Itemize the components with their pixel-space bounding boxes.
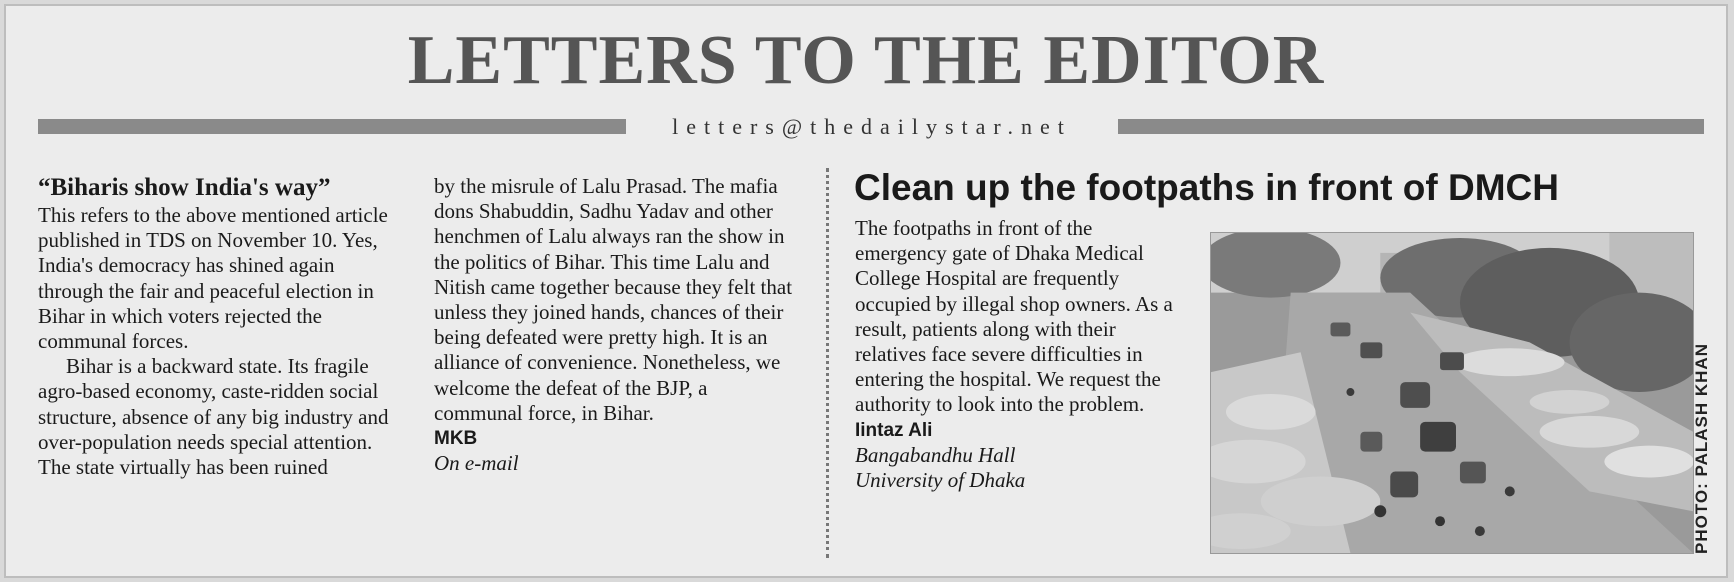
newspaper-page — [4, 4, 1728, 578]
letter1-author: MKB — [434, 428, 478, 450]
letter1-source: On e-mail — [434, 451, 519, 476]
letter1-paragraph1: This refers to the above mentioned article published in TDS on November 10. Yes, India's democracy has shined again through the fair and peaceful election in Bihar in which voters rejected the communal forces. — [38, 203, 388, 354]
column-divider — [826, 168, 829, 558]
photo-credit: PHOTO: PALASH KHAN — [1692, 343, 1711, 554]
section-title: LETTERS TO THE EDITOR — [407, 22, 1325, 99]
letter2-headline: Clean up the footpaths in front of DMCH — [854, 167, 1559, 208]
masthead-rule-right — [1118, 119, 1704, 134]
letter1-headline: “Biharis show India's way” — [38, 174, 331, 201]
letter1-column2 — [434, 174, 794, 476]
street-market-photo — [1210, 232, 1694, 554]
letter1-paragraph2-part1: Bihar is a backward state. Its fragile agro-based economy, caste-ridden social structure, absence of any big industry and over-population needs special attention. The state virtually has been ruined — [38, 354, 389, 480]
letter1-column1 — [38, 173, 398, 480]
letter2-body-column — [855, 216, 1175, 493]
letter1-paragraph2-part2: by the misrule of Lalu Prasad. The mafia dons Shabuddin, Sadhu Yadav and other henchmen of Lalu always ran the show in the politics of Bihar. This time Lalu and Nitish came together because they felt that unless they joined hands, chances of their being defeated were pretty high. It is an alliance of convenience. Nonetheless, we welcome the defeat of the BJP, a communal force, in Bihar. — [434, 174, 793, 425]
letter2-affiliation1: Bangabandhu Hall — [855, 442, 1016, 467]
letter2-author: Iintaz Ali — [855, 419, 933, 441]
masthead-rule-left — [38, 119, 626, 134]
contact-email[interactable]: letters@thedailystar.net — [672, 114, 1072, 139]
letter2-body: The footpaths in front of the emergency gate of Dhaka Medical College Hospital are frequently occupied by illegal shop owners. As a result, patients along with their relatives face severe difficulties in entering the hospital. We request the authority to look into the problem. — [855, 216, 1173, 417]
letter2-affiliation2: University of Dhaka — [855, 468, 1026, 493]
